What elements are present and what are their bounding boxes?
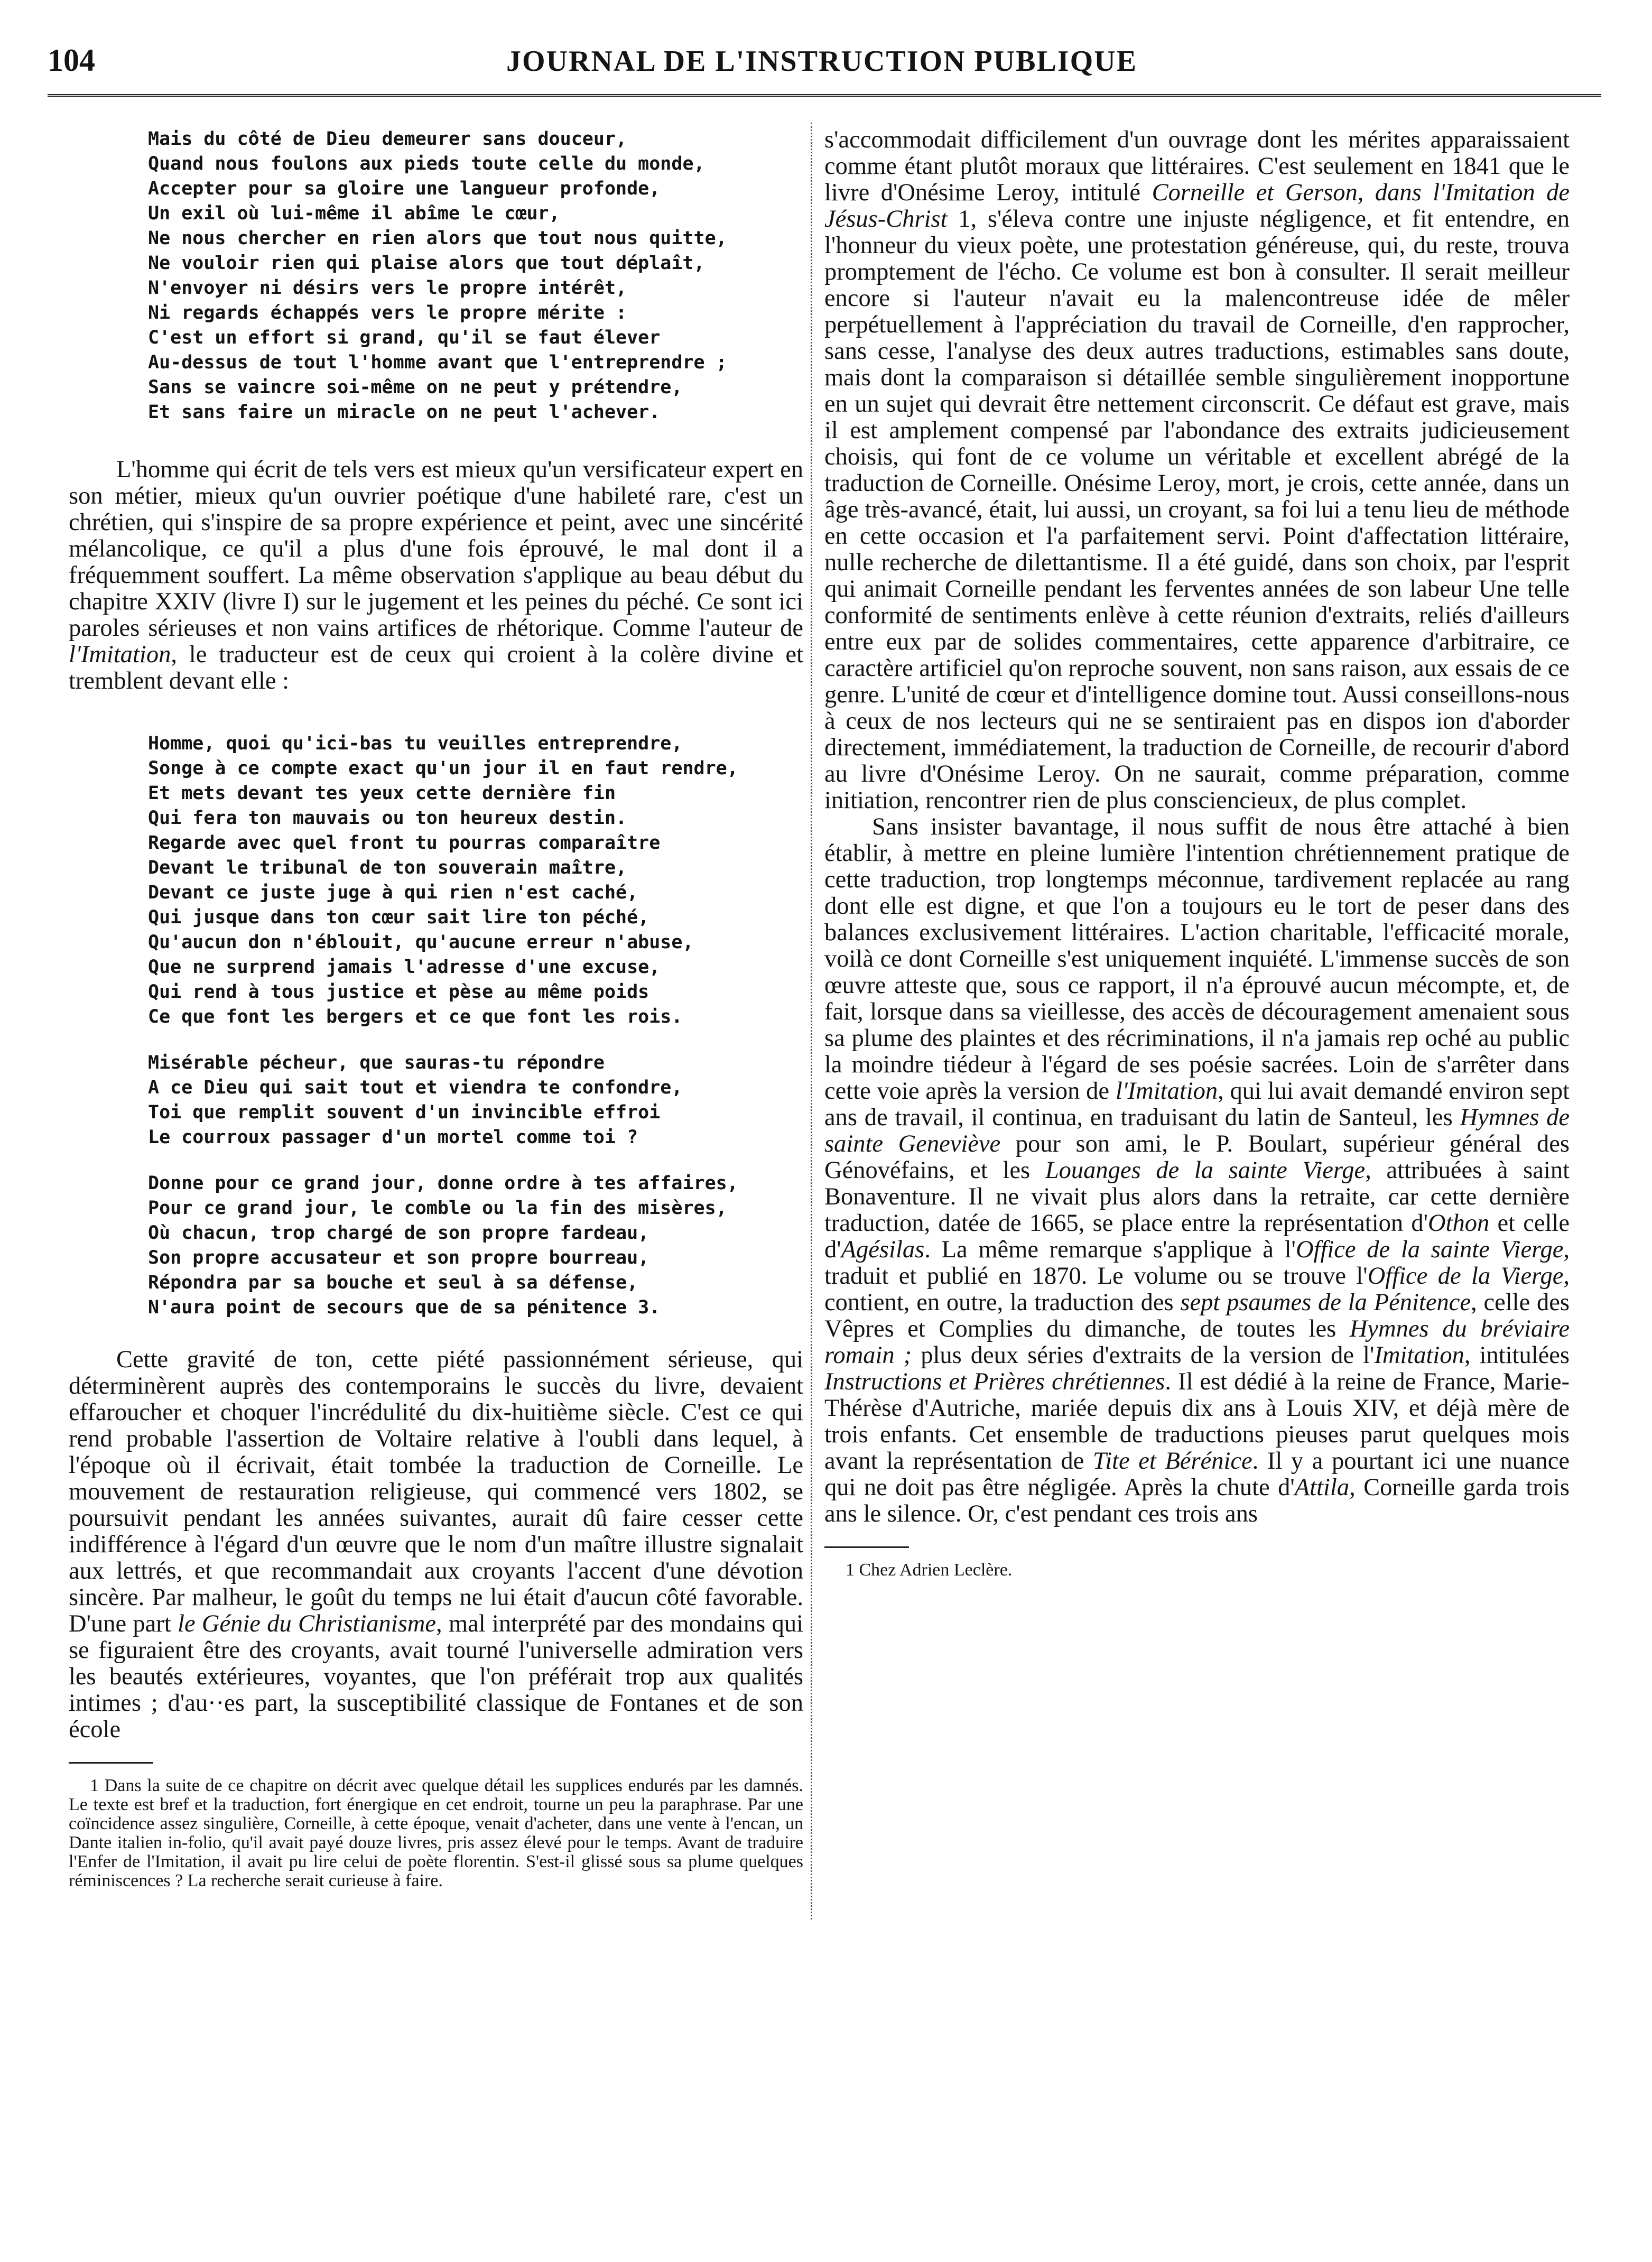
verse-line: A ce Dieu qui sait tout et viendra te confondre,: [148, 1077, 683, 1098]
footnote-rule-left: [69, 1762, 153, 1764]
footnote-left: 1 Dans la suite de ce chapitre on décrit avec quelque détail les supplices endurés par les damnés. Le texte est bref et la traduction, fort énergique en cet endroit, tourne un peu la paraphrase. Par une coïncidence assez singulière, Corneille, à cette époque, venait d'acheter, dans une vente à l'encan, un Dante italien in-folio, qu'il avait payé douze livres, pris assez élevé pour le temps. Avant de traduire l'Enfer de l'Imitation, il avait pu lire celui de poète florentin. S'est-il glissé sous sa plume quelques réminiscences ? La recherche serait curieuse à faire.: [69, 1776, 803, 1890]
journal-title: JOURNAL DE L'INSTRUCTION PUBLIQUE: [506, 45, 1137, 78]
verse-line: Regarde avec quel front tu pourras comparaître: [148, 832, 661, 854]
verse-block-1: [148, 127, 803, 425]
page-header: [26, 37, 1617, 90]
right-column: [824, 127, 1570, 1580]
verse-line: Quand nous foulons aux pieds toute celle du monde,: [148, 153, 705, 174]
footnote-right: 1 Chez Adrien Leclère.: [846, 1560, 1013, 1580]
verse-line: Un exil où lui-même il abîme le cœur,: [148, 203, 560, 224]
verse-line: Et mets devant tes yeux cette dernière fin: [148, 783, 616, 804]
verse-line: Où chacun, trop chargé de son propre fardeau,: [148, 1222, 649, 1244]
verse-line: Homme, quoi qu'ici-bas tu veuilles entreprendre,: [148, 733, 683, 754]
page-number: 104: [48, 43, 95, 78]
verse-line: Toi que remplit souvent d'un invincible effroi: [148, 1102, 661, 1123]
verse-line: Que ne surprend jamais l'adresse d'une excuse,: [148, 957, 661, 978]
verse-line: Donne pour ce grand jour, donne ordre à tes affaires,: [148, 1173, 738, 1194]
verse-line: Au-dessus de tout l'homme avant que l'entreprendre ;: [148, 352, 727, 373]
paragraph-right-2: Sans insister bavantage, il nous suffit de nous être attaché à bien établir, à mettre en pleine lumière l'intention chrétiennement pratique de cette traduction, trop longtemps méconnue, tardivement replacée au rang dont elle est digne, et que l'on a toujours eu le tort de peser dans des balances exclusivement littéraires. L'action charitable, l'efficacité morale, voilà ce dont Corneille s'est uniquement inquiété. L'immense succès de son œuvre atteste que, sous ce rapport, il n'a éprouvé aucun mécompte, et, de fait, lorsque dans sa vieillesse, des accès de découragement amenaient sous sa plume des plaintes et des récriminations, il n'a jamais rep oché au public la moindre tiédeur à l'égard de ses poésie sacrées. Loin de s'arrêter dans cette voie après la version de l'Imitation, qui lui avait demandé environ sept ans de travail, il continua, en traduisant du latin de Santeul, les Hymnes de sainte Geneviève pour son ami, le P. Boulart, supérieur général des Génovéfains, et les Louanges de la sainte Vierge, attribuées à saint Bonaventure. Il ne vivait plus alors dans la retraite, car cette dernière traduction, datée de 1665, se place entre la représentation d'Othon et celle d'Agésilas. La même remarque s'applique à l'Office de la sainte Vierge, traduit et publié en 1870. Le volume ou se trouve l'Office de la Vierge, contient, en outre, la traduction des sept psaumes de la Pénitence, celle des Vêpres et Complies du dimanche, de toutes les Hymnes du bréviaire romain ; plus deux séries d'extraits de la version de l'Imitation, intitulées Instructions et Prières chrétiennes. Il est dédié à la reine de France, Marie-Thérèse d'Autriche, mariée depuis dix ans à Louis XIV, et déjà mère de trois enfants. Cet ensemble de traductions pieuses parut quelques mois avant la représentation de Tite et Bérénice. Il y a pourtant ici une nuance qui ne doit pas être négligée. Après la chute d'Attila, Corneille garda trois ans le silence. Or, c'est pendant ces trois ans: [824, 813, 1570, 1527]
verse-line: Misérable pécheur, que sauras-tu répondre: [148, 1052, 605, 1073]
verse-line: Sans se vaincre soi-même on ne peut y prétendre,: [148, 377, 683, 398]
verse-line: Ne nous chercher en rien alors que tout nous quitte,: [148, 228, 727, 249]
verse-line: C'est un effort si grand, qu'il se faut élever: [148, 327, 661, 348]
verse-block-4: [148, 1171, 803, 1320]
verse-line: Répondra par sa bouche et seul à sa défense,: [148, 1272, 638, 1293]
paragraph-left-2: Cette gravité de ton, cette piété passionnément sérieuse, qui déterminèrent auprès des contemporains le succès du livre, devaient effaroucher et choquer l'incrédulité du dix-huitième siècle. C'est ce qui rend probable l'assertion de Voltaire relative à l'oubli dans lequel, à l'époque où il écrivait, était tombée la traduction de Corneille. Le mouvement de restauration religieuse, qui commencé vers 1802, se poursuivit pendant les années suivantes, aurait dû faire cesser cette indifférence à l'égard d'un œuvre que le nom d'un maître illustre signalait aux lettrés, et que recommandait aux croyants l'accent d'une dévotion sincère. Par malheur, le goût du temps ne lui était d'aucun côté favorable. D'une part le Génie du Christianisme, mal interprété par des mondains qui se figuraient être des croyants, avait tourné l'universelle admiration vers les beautés extérieures, voyantes, que l'on préférait trop aux qualités intimes ; d'au··es part, la susceptibilité classique de Fontanes et de son école: [69, 1346, 803, 1743]
verse-line: Ne vouloir rien qui plaise alors que tout déplaît,: [148, 253, 705, 274]
verse-line: N'envoyer ni désirs vers le propre intérêt,: [148, 277, 627, 299]
verse-line: Mais du côté de Dieu demeurer sans douceur,: [148, 128, 627, 150]
column-divider: [811, 123, 812, 1920]
verse-block-3: [148, 1051, 803, 1150]
verse-line: Qui fera ton mauvais ou ton heureux destin.: [148, 808, 627, 829]
paragraph-right-1: s'accommodait difficilement d'un ouvrage dont les mérites apparaissaient comme étant plutôt moraux que littéraires. C'est seulement en 1841 que le livre d'Onésime Leroy, intitulé Corneille et Gerson, dans l'Imitation de Jésus-Christ 1, s'éleva contre une injuste négligence, et fit entendre, en l'honneur du vieux poète, une protestation généreuse, qui, du reste, trouva promptement de l'écho. Ce volume est bon à consulter. Il serait meilleur encore si l'auteur n'avait eu la malencontreuse idée de mêler perpétuellement à l'appréciation du travail de Corneille, d'en rapprocher, sans cesse, l'analyse des deux autres traductions, estimables sans doute, mais dont la comparaison si détaillée semble singulièrement inopportune en un sujet qui devrait être nettement circonscrit. Ce défaut est grave, mais il est amplement compensé par l'abondance des extraits judicieusement choisis, qui font de ce volume un véritable et excellent abrégé de la traduction de Corneille. Onésime Leroy, mort, je crois, cette année, dans un âge très-avancé, était, lui aussi, un croyant, sa foi lui a tenu lieu de méthode en cette occasion et l'a parfaitement servi. Point d'affectation littéraire, nulle recherche de dilettantisme. Il a été guidé, dans son choix, par l'esprit qui animait Corneille pendant les ferventes années de son labeur Une telle conformité de sentiments enlève à cette réunion d'extraits, reliés d'ailleurs entre eux par de solides commentaires, cette apparence d'arbitraire, ce caractère artificiel qu'on reproche souvent, non sans raison, aux essais de ce genre. L'unité de cœur et d'intelligence domine tout. Aussi conseillons-nous à ceux de nos lecteurs qui ne se sentiraient pas en dispos ion d'aborder directement, immédiatement, la traduction de Corneille, de recourir d'abord au livre d'Onésime Leroy. On ne saurait, comme préparation, comme initiation, rencontrer rien de plus consciencieux, de plus complet.: [824, 126, 1570, 814]
verse-line: Songe à ce compte exact qu'un jour il en faut rendre,: [148, 758, 738, 779]
verse-line: Qu'aucun don n'éblouit, qu'aucune erreur n'abuse,: [148, 932, 694, 953]
verse-line: Le courroux passager d'un mortel comme toi ?: [148, 1127, 638, 1148]
verse-line: Ce que font les bergers et ce que font les rois.: [148, 1006, 683, 1027]
verse-line: Et sans faire un miracle on ne peut l'achever.: [148, 402, 661, 423]
verse-line: Devant le tribunal de ton souverain maître,: [148, 857, 627, 878]
verse-line: Pour ce grand jour, le comble ou la fin des misères,: [148, 1198, 727, 1219]
verse-line: Qui rend à tous justice et pèse au même poids: [148, 981, 649, 1003]
verse-line: Accepter pour sa gloire une langueur profonde,: [148, 178, 661, 199]
verse-line: Qui jusque dans ton cœur sait lire ton péché,: [148, 907, 649, 928]
left-column: [69, 127, 803, 1890]
verse-line: Son propre accusateur et son propre bourreau,: [148, 1247, 649, 1268]
verse-line: Ni regards échappés vers le propre mérite :: [148, 302, 627, 323]
footnote-rule-right: [824, 1546, 909, 1548]
paragraph-left-1: L'homme qui écrit de tels vers est mieux qu'un versificateur expert en son métier, mieux qu'un ouvrier poétique d'une habileté rare, c'est un chrétien, qui s'inspire de sa propre expérience et peint, avec une sincérité mélancolique, ce qu'il a plus d'une fois éprouvé, le mal dont il a fréquemment souffert. La même observation s'applique au beau début du chapitre XXIV (livre I) sur le jugement et les peines du péché. Ce sont ici paroles sérieuses et non vains artifices de rhétorique. Comme l'auteur de l'Imitation, le traducteur est de ceux qui croient à la colère divine et tremblent devant elle :: [69, 456, 803, 694]
verse-block-2: [148, 731, 803, 1030]
verse-line: N'aura point de secours que de sa pénitence 3.: [148, 1297, 661, 1318]
header-rule: [48, 94, 1601, 97]
verse-line: Devant ce juste juge à qui rien n'est caché,: [148, 882, 638, 903]
